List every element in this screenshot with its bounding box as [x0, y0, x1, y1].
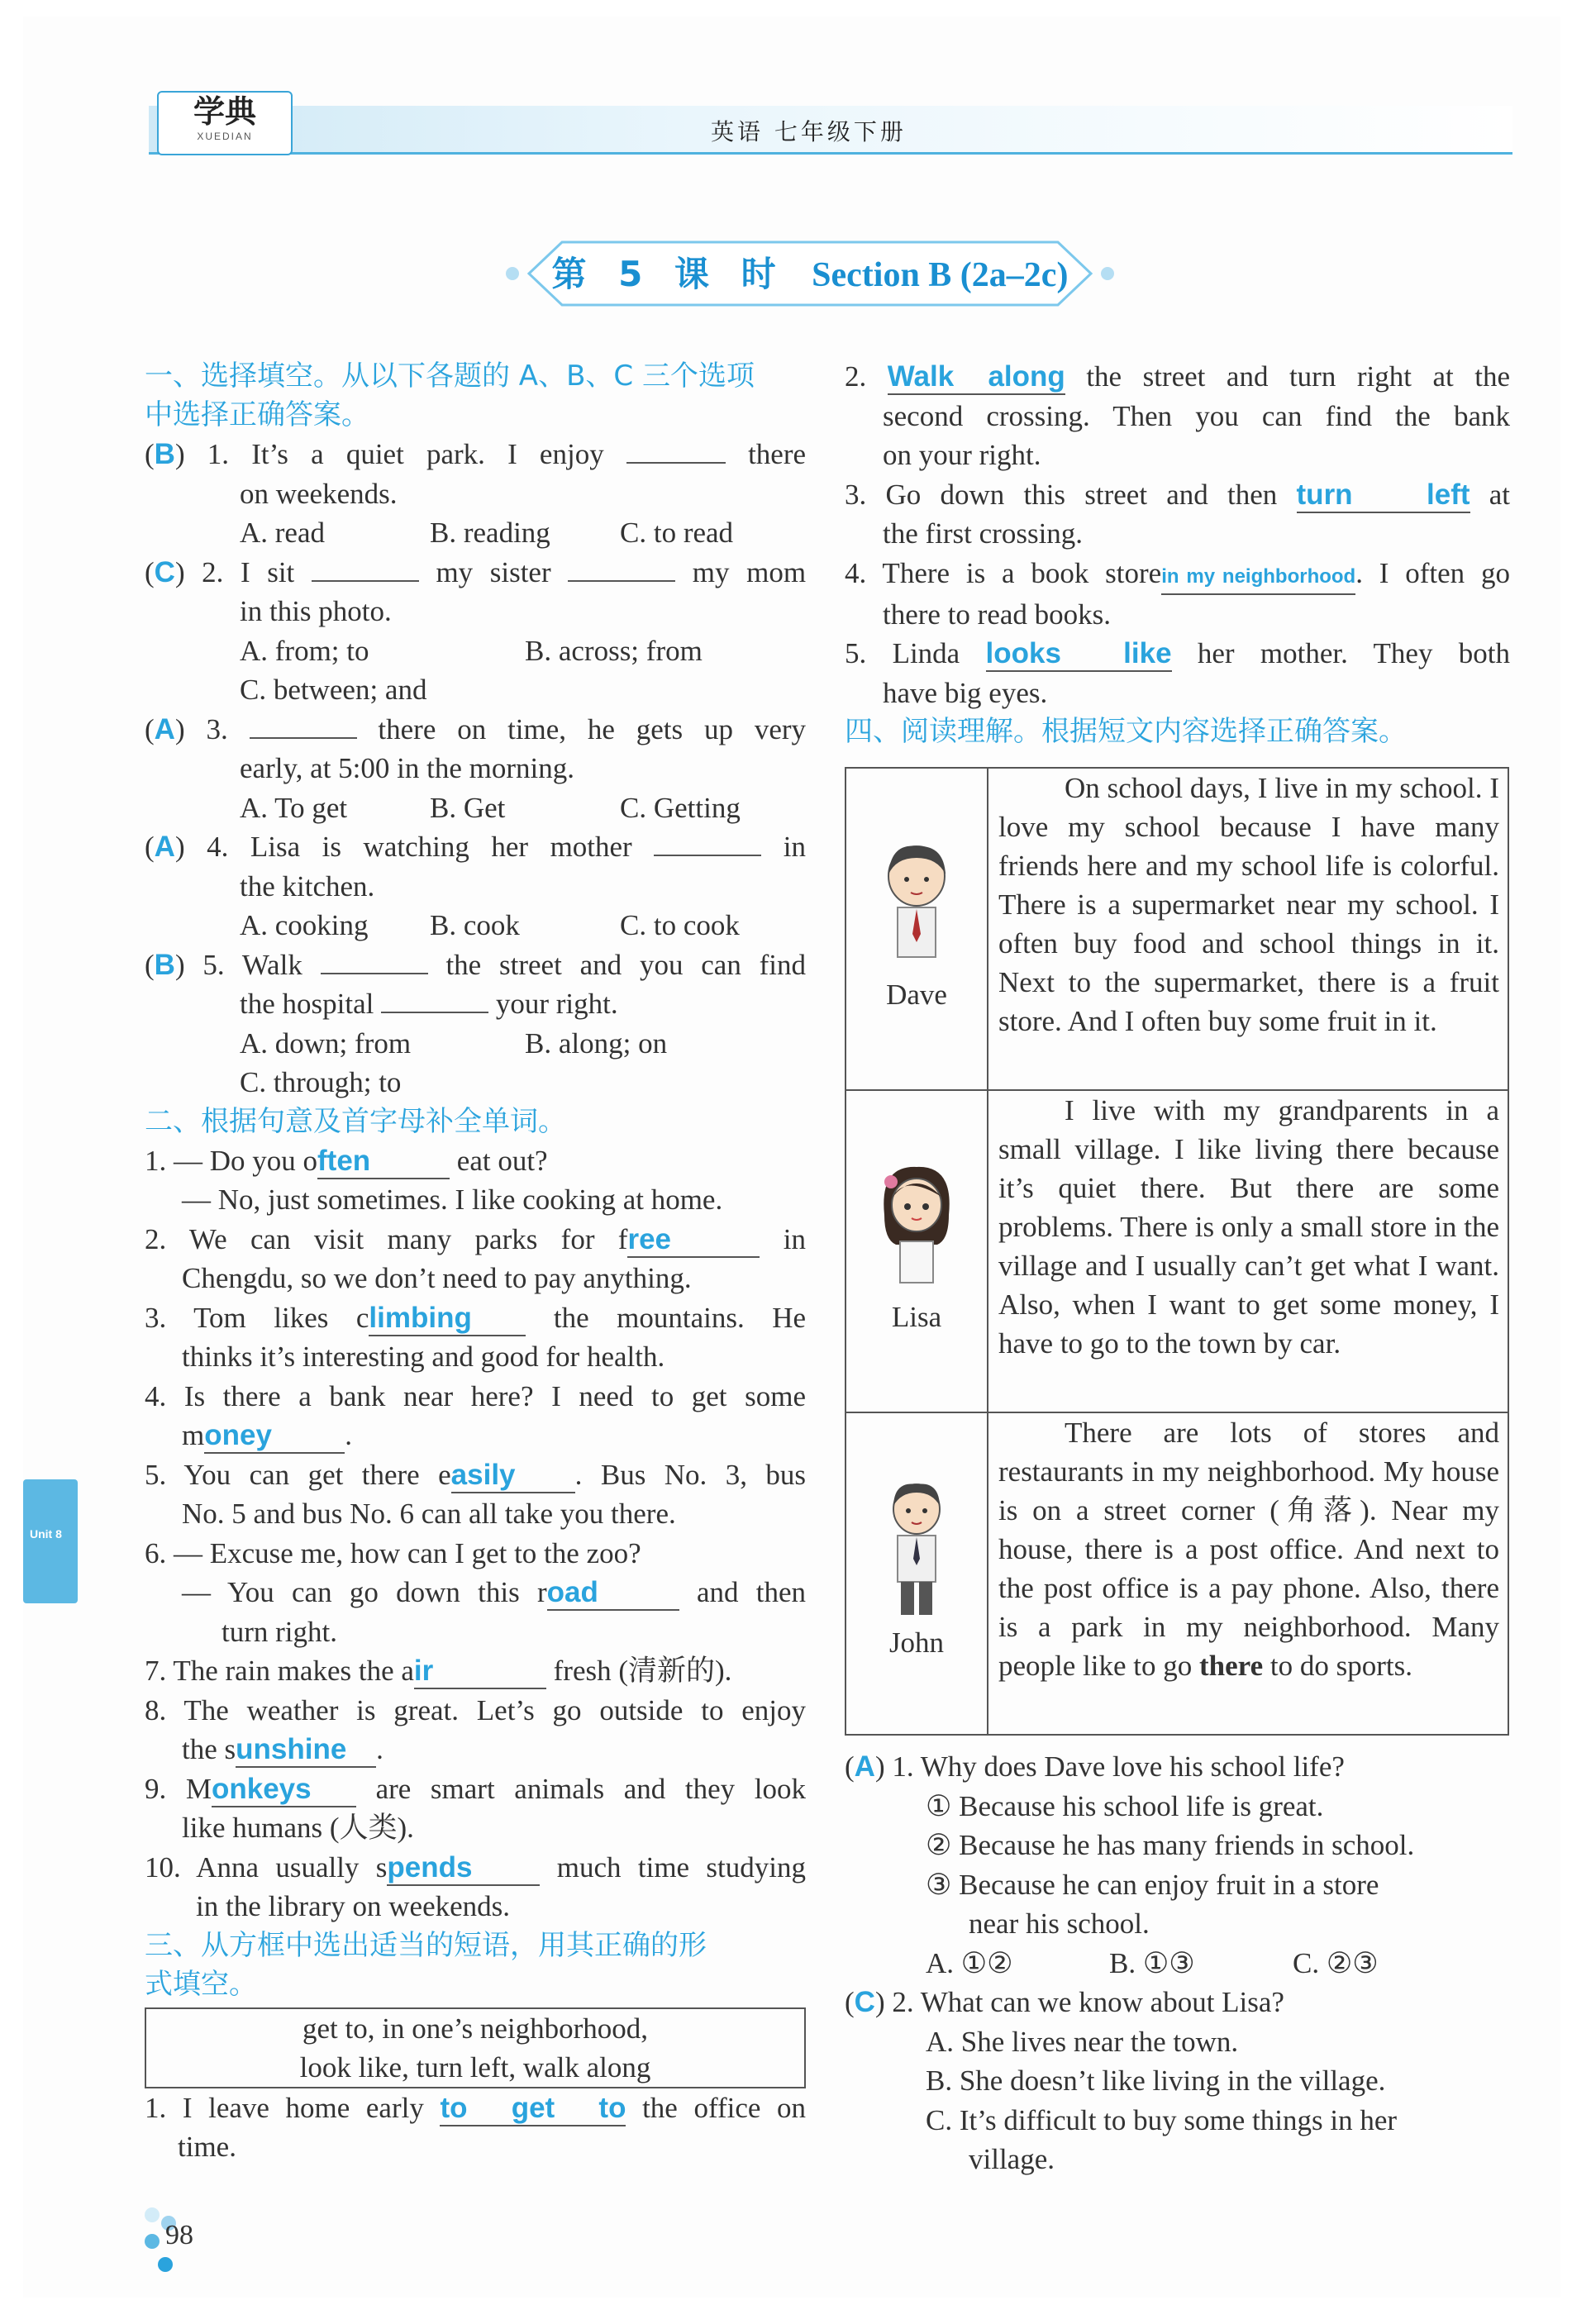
part3-heading-line2: 式填空。: [145, 1967, 257, 2001]
emphasized-word: there: [1199, 1650, 1264, 1682]
answer-blank: [568, 554, 675, 582]
option: C. It’s difficult to buy some things in her: [926, 2103, 1398, 2136]
fill-item-7: [145, 1651, 806, 1691]
answer-blank: [1297, 479, 1470, 513]
mc-question-4: (A) 4. Lisa is watching her mother in: [145, 827, 806, 867]
phrase-line: get to, in one’s neighborhood,: [302, 2012, 648, 2045]
option: ③ Because he can enjoy fruit in a store: [926, 1868, 1379, 1901]
question-text: . I often go: [1355, 556, 1510, 589]
banner-title: [545, 247, 1074, 297]
girl-figure-icon: [879, 1165, 954, 1289]
boy-figure-icon: [879, 843, 954, 967]
answer-blank: [317, 1145, 450, 1179]
option: A. To get: [240, 791, 348, 824]
question-text: 1. I leave home early: [145, 2091, 424, 2124]
option: C. to read: [620, 517, 734, 549]
option: B. Get: [430, 791, 506, 824]
phrase-line: look like, turn left, walk along: [299, 2050, 651, 2084]
filled-answer: oad: [546, 1576, 598, 1608]
option: C. through; to: [240, 1066, 402, 1098]
question-text: second crossing. Then you can find the bank: [883, 399, 1510, 432]
options: [145, 906, 806, 945]
item-text: in the library on weekends.: [196, 1890, 511, 1922]
question-text: my mom: [692, 555, 807, 588]
filled-answer: onkeys: [211, 1772, 312, 1805]
question-text: 4. Lisa is watching her mother: [207, 831, 632, 863]
answer-blank: [369, 1302, 526, 1336]
question-text: the first crossing.: [883, 517, 1084, 550]
options: [145, 631, 806, 671]
question-text: the kitchen.: [240, 869, 375, 902]
part3-heading: [145, 1926, 806, 2004]
person-name: Dave: [886, 979, 947, 1011]
option: B. along; on: [525, 1026, 668, 1060]
filled-answer: asily: [450, 1458, 516, 1491]
filled-answer: looks like: [985, 637, 1172, 669]
filled-answer: unshine: [236, 1733, 347, 1765]
answer-blank: [312, 554, 419, 582]
filled-answer: oney: [204, 1419, 272, 1451]
item-text: thinks it’s interesting and good for health.: [182, 1341, 665, 1373]
lesson-number: 第 5 课 时: [551, 254, 786, 294]
fill-item-8: 8. The weather is great. Let’s go outside to enjoy: [145, 1693, 806, 1726]
passage-sentence: There are lots of stores and restaurants in my neighborhood. My house is on a street corner (角落). Near my house, there is a post office. And next to the post office is a pay phone. Also, there is a park in my neighborhood. Many people like to go: [998, 1417, 1499, 1682]
answer-mark: A: [854, 1750, 875, 1783]
question-text: time.: [178, 2131, 236, 2163]
question-text: early, at 5:00 in the morning.: [240, 752, 574, 784]
answer-blank: [204, 1419, 345, 1454]
question-text: have big eyes.: [883, 676, 1048, 709]
fill-item-5: [145, 1455, 806, 1495]
question-text: your right.: [495, 988, 618, 1020]
item-text: 2. We can visit many parks for f: [145, 1222, 628, 1255]
reading-table: [845, 767, 1509, 1736]
item-line: [145, 1416, 806, 1455]
answer-blank: [888, 360, 1065, 395]
logo-text: 学典: [193, 93, 256, 130]
answer-blank: [387, 1851, 540, 1886]
item-text: Chengdu, so we don’t need to pay anything.: [182, 1262, 692, 1294]
right-column: [845, 357, 1510, 751]
options: [145, 1024, 806, 1064]
question-text: my sister: [436, 555, 551, 588]
question-text: the office on: [642, 2091, 807, 2124]
item-text: 3. Tom likes c: [145, 1301, 369, 1334]
fill-item-9: [145, 1769, 806, 1809]
question-text: in: [783, 831, 807, 863]
item-text: fresh (清新的).: [553, 1655, 732, 1687]
answer-blank: [1161, 557, 1355, 595]
item-text: .: [376, 1733, 383, 1765]
fill-item-6: 6. — Excuse me, how can I get to the zoo?: [145, 1536, 641, 1569]
item-text: and then: [696, 1576, 807, 1608]
passage-paragraph: [998, 1413, 1499, 1685]
question-text: there: [748, 438, 807, 470]
question-text: the hospital: [240, 988, 374, 1020]
question-text: 3.: [206, 712, 228, 745]
person-name: Lisa: [891, 1301, 942, 1333]
question-text: at: [1489, 478, 1511, 511]
item-text: No. 5 and bus No. 6 can all take you there.: [182, 1498, 676, 1530]
question-text: there to read books.: [883, 598, 1112, 631]
item-text: the s: [182, 1733, 236, 1765]
filled-answer: limbing: [369, 1301, 472, 1334]
answer-blank: [986, 637, 1172, 672]
fill-item-1: [145, 1141, 806, 1181]
option: C. between; and: [240, 674, 427, 706]
person-cell: [846, 1091, 988, 1412]
item-text: m: [182, 1419, 205, 1451]
item-text: turn right.: [222, 1615, 337, 1648]
boy-figure-icon: [879, 1479, 954, 1620]
question-text: in this photo.: [240, 595, 392, 627]
item-text: the mountains. He: [553, 1301, 807, 1334]
filled-answer: in my neighborhood: [1161, 564, 1356, 588]
option: A. She lives near the town.: [926, 2025, 1239, 2058]
filled-answer: ir: [413, 1655, 434, 1687]
phrase-question-3: [845, 475, 1510, 515]
passage-paragraph: I live with my grandparents in a small village. I like living there because it’s quiet there. But there are some problems. There is only a small store in the village and I usually can’t get what I want. Also, when I want to get some money, I have to go to the town by car.: [998, 1094, 1499, 1360]
fill-item-3: [145, 1298, 806, 1338]
left-column: [145, 357, 806, 2167]
answer-blank: [627, 1223, 760, 1258]
answer-blank: [626, 436, 726, 464]
filled-answer: ree: [627, 1222, 672, 1255]
item-text: . Bus No. 3, bus: [574, 1458, 806, 1491]
question-text: 1. It’s a quiet park. I enjoy: [207, 438, 604, 470]
question-line: [145, 984, 806, 1024]
passage-text: [988, 1091, 1508, 1412]
reading-questions: [845, 1747, 1510, 2179]
option: near his school.: [969, 1907, 1150, 1940]
item-text: are smart animals and they look: [375, 1772, 806, 1805]
passage-text: [988, 769, 1508, 1089]
answer-mark: B: [154, 948, 175, 981]
item-text: much time studying: [556, 1850, 806, 1883]
mc-question-2: (C) 2. I sit my sister my mom: [145, 553, 806, 593]
item-text: 10. Anna usually s: [145, 1850, 388, 1883]
phrase-box: [145, 2007, 806, 2088]
answer-blank: [451, 1459, 575, 1493]
page-number: 98: [165, 2220, 193, 2250]
option: A. read: [240, 517, 326, 549]
answer-mark: C: [154, 555, 175, 588]
logo-subtext: XUEDIAN: [197, 131, 253, 142]
person-name: John: [888, 1626, 945, 1659]
question-text: 1. Why does Dave love his school life?: [892, 1750, 1345, 1783]
mc-question-5: (B) 5. Walk the street and you can find: [145, 945, 806, 985]
reading-question-1: (A) 1. Why does Dave love his school life?: [845, 1750, 1345, 1783]
answer-blank: [654, 828, 761, 856]
item-line: [145, 1573, 806, 1612]
question-text: 2. What can we know about Lisa?: [892, 1986, 1284, 2018]
question-text: her mother. They both: [1197, 637, 1511, 669]
option: A. ①②: [926, 1946, 1013, 1979]
part1-heading: [145, 357, 806, 435]
answer-blank: [381, 985, 488, 1013]
mc-question-1: (B) 1. It’s a quiet park. I enjoy there: [145, 435, 806, 474]
option: B. reading: [430, 517, 550, 549]
question-text: 5. Linda: [845, 637, 960, 669]
fill-item-2: [145, 1220, 806, 1260]
person-cell: [846, 1413, 988, 1734]
option: B. across; from: [525, 634, 703, 667]
question-text: on your right.: [883, 439, 1041, 471]
filled-answer: ften: [317, 1144, 371, 1177]
unit-label: Unit 8: [30, 1527, 62, 1541]
answer-blank: [236, 1733, 376, 1768]
passage-paragraph: On school days, I live in my school. I love my school because I have many friends here and my school life is colorful. There is a supermarket near my school. I often buy food and school things in it. Next to the supermarket, there is a fruit store. And I often buy some fruit in it.: [998, 772, 1499, 1037]
filled-answer: turn left: [1296, 478, 1470, 511]
option: C. to cook: [620, 909, 740, 941]
part3-heading-line1: 三、从方框中选出适当的短语，用其正确的形: [145, 1928, 707, 1962]
answer-mark: B: [154, 438, 175, 470]
question-text: the street and turn right at the: [1086, 360, 1511, 393]
options: [145, 788, 806, 828]
book-title: 英语 七年级下册: [711, 118, 907, 145]
header-line: [149, 152, 1512, 155]
options: [845, 1944, 1510, 1983]
unit-side-tab: [23, 1479, 78, 1603]
section-name: Section B (2a–2c): [812, 256, 1069, 294]
item-text: — You can go down this r: [182, 1576, 547, 1608]
phrase-question-4: [845, 554, 1510, 595]
question-text: on weekends.: [240, 477, 398, 510]
item-text: 5. You can get there e: [145, 1458, 451, 1491]
answer-blank: [547, 1576, 679, 1611]
answer-blank: [212, 1773, 356, 1807]
option: village.: [969, 2143, 1055, 2175]
filled-answer: pends: [387, 1850, 473, 1883]
filled-answer: Walk along: [887, 360, 1065, 393]
person-cell: [846, 769, 988, 1089]
part2-heading: 二、根据句意及首字母补全单词。: [145, 1104, 566, 1138]
reading-row-lisa: [846, 1091, 1508, 1413]
part1-heading-line1: 一、选择填空。从以下各题的 A、B、C 三个选项: [145, 360, 755, 393]
option: A. from; to: [240, 634, 369, 667]
option: C. Getting: [620, 791, 741, 824]
question-text: 2.: [845, 360, 867, 393]
answer-blank: [321, 946, 428, 974]
phrase-question-2: [845, 357, 1510, 397]
part1-heading-line2: 中选择正确答案。: [145, 398, 369, 431]
option: B. She doesn’t like living in the village.: [926, 2064, 1386, 2097]
answer-mark: C: [854, 1986, 875, 2018]
passage-sentence: to do sports.: [1269, 1650, 1412, 1682]
option: ① Because his school life is great.: [926, 1789, 1324, 1822]
answer-blank: [440, 2092, 626, 2126]
question-text: the street and you can find: [445, 948, 807, 981]
item-text: — No, just sometimes. I like cooking at home.: [182, 1183, 723, 1216]
reading-question-2: (C) 2. What can we know about Lisa?: [845, 1986, 1284, 2018]
options: [145, 513, 806, 553]
item-line: [145, 1730, 806, 1769]
item-text: 1. — Do you o: [145, 1144, 318, 1177]
fill-item-10: [145, 1848, 806, 1888]
phrase-question-5: [845, 634, 1510, 674]
mc-question-3: (A) 3. there on time, he gets up very: [145, 710, 806, 750]
filled-answer: to get to: [440, 2091, 626, 2124]
item-text: like humans (人类).: [182, 1812, 414, 1844]
item-text: 9. M: [145, 1772, 212, 1805]
option: B. cook: [430, 909, 520, 941]
reading-row-john: [846, 1413, 1508, 1734]
item-text: 7. The rain makes the a: [145, 1655, 414, 1687]
answer-blank: [414, 1655, 546, 1689]
option: B. ①③: [1109, 1946, 1195, 1979]
fill-item-4: 4. Is there a bank near here? I need to get some: [145, 1379, 806, 1412]
lesson-banner: [496, 236, 1124, 312]
option: A. down; from: [240, 1026, 412, 1060]
item-text: .: [345, 1419, 352, 1451]
option: ② Because he has many friends in school.: [926, 1829, 1415, 1861]
question-text: 4. There is a book store: [845, 556, 1162, 589]
question-text: 2. I sit: [202, 555, 295, 588]
option: C. ②③: [1293, 1946, 1379, 1979]
item-text: eat out?: [456, 1144, 548, 1177]
question-text: there on time, he gets up very: [378, 712, 807, 745]
passage-text: [988, 1413, 1508, 1734]
answer-blank: [250, 711, 357, 739]
phrase-question-1: [145, 2088, 806, 2128]
logo: [157, 91, 293, 155]
option: A. cooking: [240, 909, 369, 941]
answer-mark: A: [154, 712, 175, 745]
part4-heading: 四、阅读理解。根据短文内容选择正确答案。: [845, 715, 1407, 748]
item-text: in: [783, 1222, 806, 1255]
reading-row-dave: [846, 769, 1508, 1091]
question-text: 3. Go down this street and then: [845, 478, 1278, 511]
answer-mark: A: [154, 831, 175, 863]
question-text: 5. Walk: [202, 948, 302, 981]
